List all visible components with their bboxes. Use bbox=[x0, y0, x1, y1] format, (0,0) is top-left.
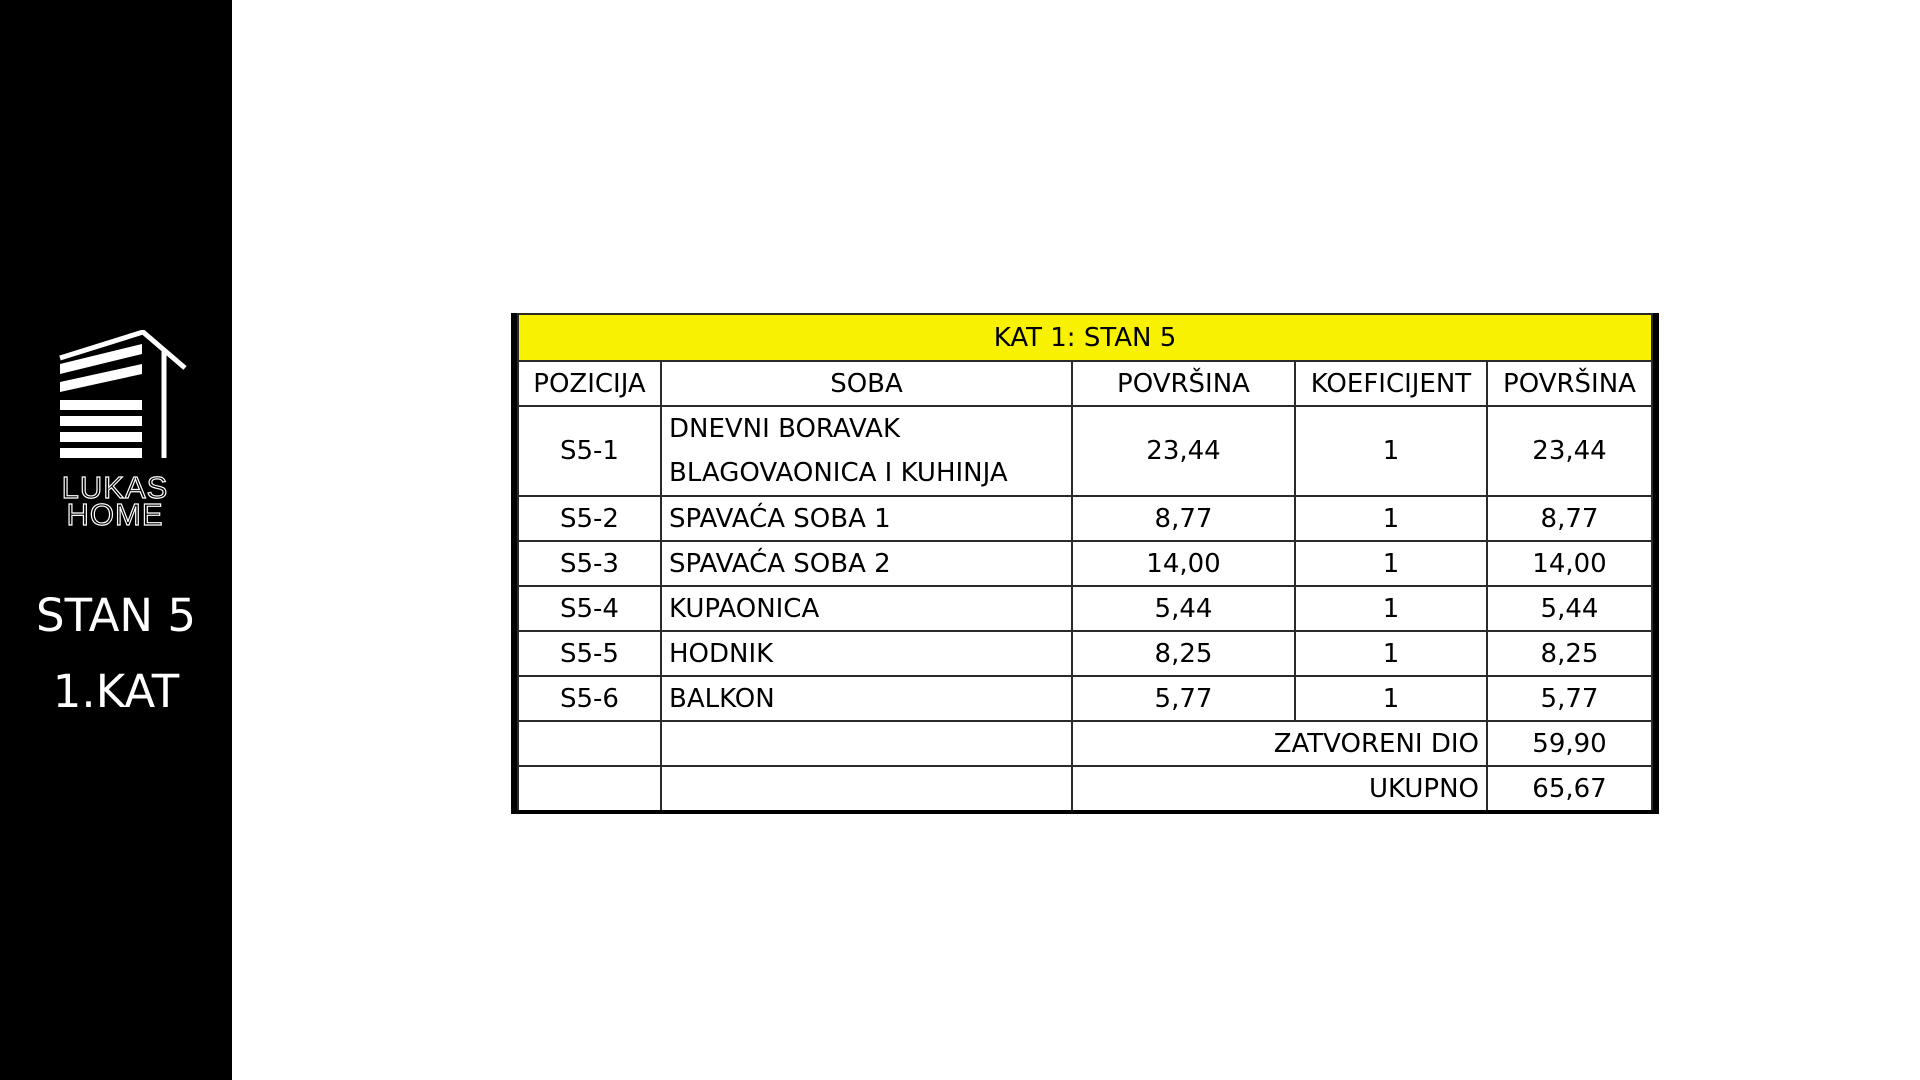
cell-total: 5,44 bbox=[1487, 586, 1652, 631]
summary-row-total bbox=[518, 766, 1652, 812]
cell-room: SPAVAĆA SOBA 1 bbox=[661, 496, 1072, 541]
logo bbox=[40, 330, 190, 535]
summary-value: 59,90 bbox=[1487, 721, 1652, 766]
cell-area: 8,77 bbox=[1072, 496, 1295, 541]
logo-text-line1: LUKAS bbox=[61, 470, 169, 505]
cell-total: 5,77 bbox=[1487, 676, 1652, 721]
cell-area: 8,25 bbox=[1072, 631, 1295, 676]
empty-cell bbox=[518, 766, 661, 812]
cell-total: 23,44 bbox=[1487, 406, 1652, 496]
cell-position: S5-4 bbox=[518, 586, 661, 631]
cell-coefficient: 1 bbox=[1295, 586, 1487, 631]
cell-position: S5-5 bbox=[518, 631, 661, 676]
table-row bbox=[518, 496, 1652, 541]
cell-room: KUPAONICA bbox=[661, 586, 1072, 631]
empty-cell bbox=[661, 721, 1072, 766]
summary-row-closed bbox=[518, 721, 1652, 766]
cell-area: 5,77 bbox=[1072, 676, 1295, 721]
table-row bbox=[518, 676, 1652, 721]
empty-cell bbox=[661, 766, 1072, 812]
cell-room: HODNIK bbox=[661, 631, 1072, 676]
table-row bbox=[518, 541, 1652, 586]
cell-coefficient: 1 bbox=[1295, 406, 1487, 496]
table-header-row bbox=[518, 361, 1652, 406]
cell-room: BALKON bbox=[661, 676, 1072, 721]
cell-coefficient: 1 bbox=[1295, 541, 1487, 586]
logo-text-line2: HOME bbox=[66, 497, 164, 532]
cell-room: SPAVAĆA SOBA 2 bbox=[661, 541, 1072, 586]
cell-total: 8,25 bbox=[1487, 631, 1652, 676]
cell-area: 23,44 bbox=[1072, 406, 1295, 496]
cell-room bbox=[661, 406, 1072, 496]
cell-total: 14,00 bbox=[1487, 541, 1652, 586]
sidebar bbox=[0, 0, 232, 1080]
header-coefficient: KOEFICIJENT bbox=[1295, 361, 1487, 406]
room-name-line1: DNEVNI BORAVAK bbox=[669, 414, 901, 444]
empty-cell bbox=[518, 721, 661, 766]
area-table-container bbox=[511, 313, 1659, 814]
area-table bbox=[517, 313, 1653, 814]
cell-position: S5-6 bbox=[518, 676, 661, 721]
header-total-area: POVRŠINA bbox=[1487, 361, 1652, 406]
cell-coefficient: 1 bbox=[1295, 676, 1487, 721]
cell-coefficient: 1 bbox=[1295, 496, 1487, 541]
room-name-line2: BLAGOVAONICA I KUHINJA bbox=[669, 458, 1008, 488]
table-title: KAT 1: STAN 5 bbox=[518, 314, 1652, 361]
cell-position: S5-2 bbox=[518, 496, 661, 541]
table-title-row bbox=[518, 314, 1652, 361]
table-row bbox=[518, 406, 1652, 496]
summary-label: ZATVORENI DIO bbox=[1072, 721, 1487, 766]
table-row bbox=[518, 586, 1652, 631]
apartment-title: STAN 5 bbox=[36, 589, 196, 642]
cell-position: S5-1 bbox=[518, 406, 661, 496]
summary-value: 65,67 bbox=[1487, 766, 1652, 812]
floor-title: 1.KAT bbox=[52, 665, 180, 718]
cell-area: 14,00 bbox=[1072, 541, 1295, 586]
table-row bbox=[518, 631, 1652, 676]
summary-label: UKUPNO bbox=[1072, 766, 1487, 812]
header-area: POVRŠINA bbox=[1072, 361, 1295, 406]
cell-area: 5,44 bbox=[1072, 586, 1295, 631]
header-position: POZICIJA bbox=[518, 361, 661, 406]
cell-position: S5-3 bbox=[518, 541, 661, 586]
cell-total: 8,77 bbox=[1487, 496, 1652, 541]
building-icon bbox=[40, 330, 190, 470]
cell-coefficient: 1 bbox=[1295, 631, 1487, 676]
header-room: SOBA bbox=[661, 361, 1072, 406]
